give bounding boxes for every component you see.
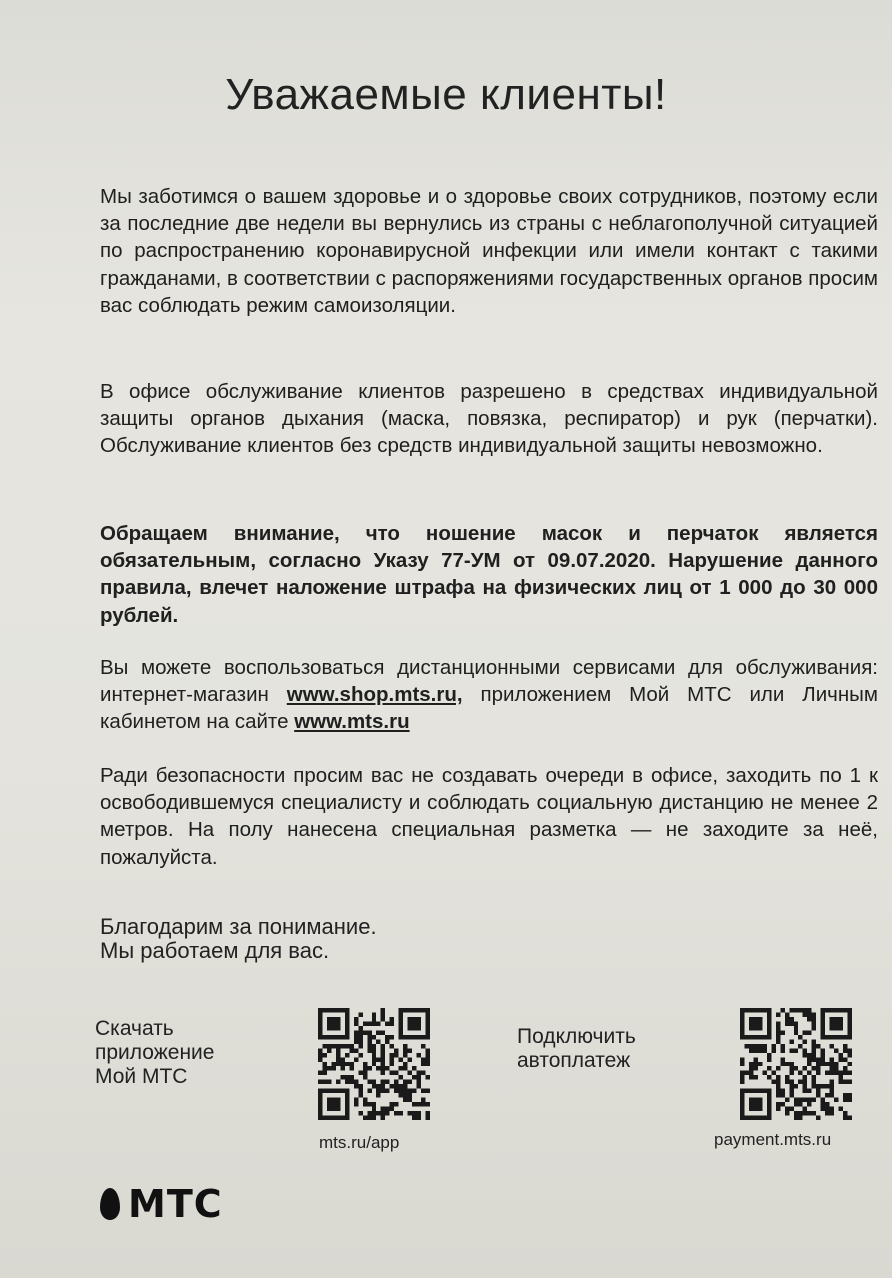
mts-egg-icon: [100, 1188, 120, 1220]
thanks-block: [100, 915, 377, 963]
autopay-label-line-2: автоплатеж: [517, 1049, 631, 1072]
app-label-line-1: Скачать: [95, 1017, 174, 1040]
remote-services-text-2: приложением Мой МТС или Личным кабинетом на сайте: [100, 683, 878, 734]
mts-logo-text: МТС: [128, 1182, 223, 1226]
app-label-line-2: приложение: [95, 1041, 215, 1064]
notice-title: Уважаемые клиенты!: [225, 70, 667, 119]
autopay-label-line-1: Подключить: [517, 1025, 636, 1048]
remote-services-text-1: Вы можете воспользоваться дистанционными сервисами для обслуживания: интернет-магазин: [100, 656, 878, 707]
mts-logo: [100, 1182, 223, 1226]
paragraph-remote-services: [100, 654, 878, 736]
thanks-line-2: Мы работаем для вас.: [100, 938, 330, 963]
payment-url: payment.mts.ru: [714, 1130, 832, 1149]
thanks-line-1: Благодарим за понимание.: [100, 914, 377, 939]
paragraph-safety: Ради безопасности просим вас не создавать очереди в офисе, заходить по 1 к освободившемуся специалисту и соблюдать социальную дистанцию не менее 2 метров. На полу нанесена специальная разметка — не заходите за неё, пожалуйста.: [100, 764, 878, 869]
shop-link[interactable]: www.shop.mts.ru,: [286, 683, 463, 707]
autopay-label: [517, 1025, 636, 1073]
paragraph-health: Мы заботимся о вашем здоровье и о здоровье своих сотрудников, поэтому если за последние две недели вы вернулись из страны с неблагополучной ситуацией по распространению коронавирусной инфекции или имели контакт с такими гражданами, в соответствии с распоряжениями государственных органов просим вас соблюдать режим самоизоляции.: [100, 185, 878, 317]
paragraph-office-service: В офисе обслуживание клиентов разрешено в средствах индивидуальной защиты органов дыхания (маска, повязка, респиратор) и рук (перчатки). Обслуживание клиентов без средств индивидуальной защиты невозможно.: [100, 380, 878, 458]
app-qr-code-icon[interactable]: [318, 1008, 430, 1120]
app-download-label: [95, 1017, 214, 1089]
payment-qr-code-icon[interactable]: [740, 1008, 852, 1120]
app-label-line-3: Мой МТС: [95, 1065, 188, 1088]
paragraph-mask-requirement: Обращаем внимание, что ношение масок и перчаток является обязательным, согласно Указу 77-УМ от 09.07.2020. Нарушение данного правила, влечет наложение штрафа на физических лиц от 1 000 до 30 000 рублей.: [100, 522, 878, 627]
mts-site-link[interactable]: www.mts.ru: [294, 710, 410, 734]
app-url: mts.ru/app: [319, 1133, 400, 1152]
